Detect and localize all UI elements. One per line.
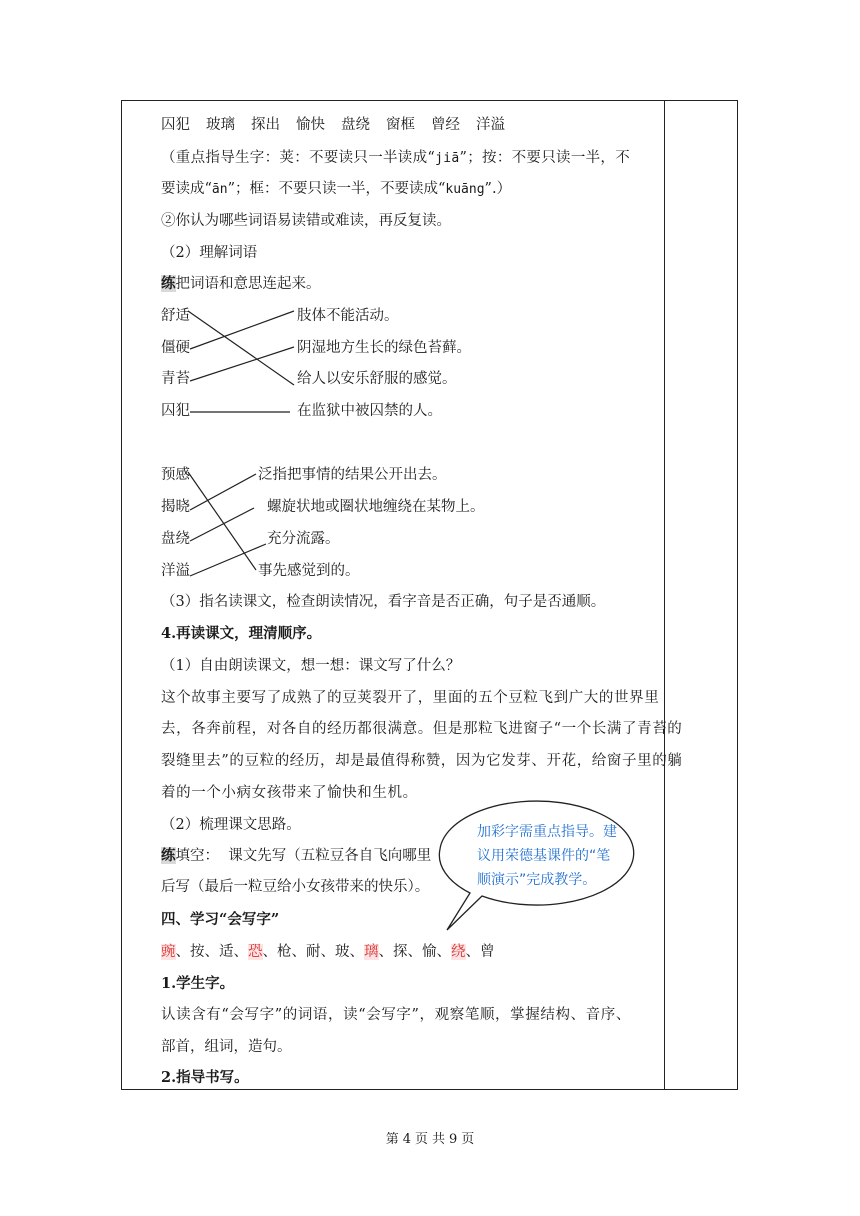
- vocab-word: 探出: [251, 117, 280, 133]
- fill-line-2: 后写（最后一粒豆给小女孩带来的快乐）。: [161, 879, 430, 895]
- char: 愉: [422, 944, 437, 960]
- char: 枪: [277, 944, 292, 960]
- highlight-char: 恐: [248, 944, 263, 960]
- story-paragraph-line: 裂缝里去”的豆粒的经历，却是最值得称赞，因为它发芽、开花，给窗子里的躺: [161, 753, 683, 769]
- match1-meaning: 在监狱中被囚禁的人。: [297, 403, 442, 419]
- vocab-word: 囚犯: [161, 117, 190, 133]
- match2-word: 洋溢: [161, 563, 190, 579]
- char-separator: 、: [204, 944, 219, 960]
- match-line: [190, 508, 254, 541]
- match1-meaning: 肢体不能活动。: [297, 308, 399, 324]
- highlight-char: 豌: [161, 944, 176, 960]
- char-separator: 、: [407, 944, 422, 960]
- char: 按: [190, 944, 205, 960]
- bubble-note: 加彩字需重点指导。建: [477, 824, 617, 840]
- char: 适: [219, 944, 234, 960]
- highlight-char: 璃: [364, 944, 379, 960]
- char-separator: 、: [175, 944, 190, 960]
- fill-badge: 练: [161, 847, 176, 864]
- heading-reread: 4.再读课文，理清顺序。: [161, 625, 322, 642]
- story-paragraph-line: 去，各奔前程，对各自的经历都很满意。但是那粒飞进窗子“一个长满了青苔的: [161, 721, 683, 737]
- exercise-badge: 练: [161, 275, 176, 292]
- match2-word: 揭晓: [161, 499, 190, 515]
- match2-meaning: 充分流露。: [267, 531, 340, 547]
- char-separator: 、: [320, 944, 335, 960]
- match2-meaning: 事先感觉到的。: [258, 563, 360, 579]
- char: 曾: [480, 944, 495, 960]
- page-footer: 第 4 页 共 9 页: [385, 1132, 475, 1147]
- match-line: [190, 311, 294, 349]
- char-list: [161, 942, 495, 962]
- question-1: （1）自由朗读课文，想一想：课文写了什么？: [161, 658, 461, 674]
- vocab-word: 盘绕: [341, 117, 370, 133]
- story-paragraph-line: 这个故事主要写了成熟了的豆荚裂开了，里面的五个豆粒飞到广大的世界里: [161, 690, 660, 706]
- pron-note-line1: （重点指导生字：荚：不要读只一半读成“jiā”；按：不要只读一半，不: [161, 150, 631, 166]
- section-understand: （2）理解词语: [161, 245, 258, 261]
- vocab-word: 愉快: [296, 117, 325, 133]
- fill-line: 练填空： 课文先写（五粒豆各自飞向哪里: [161, 847, 432, 864]
- match1-meaning: 阴湿地方生长的绿色苔藓。: [297, 340, 471, 356]
- question-2: （2）梳理课文思路。: [161, 817, 301, 833]
- learn-line: 认读含有“会写字”的词语，读“会写字”，观察笔顺，掌握结构、音序、: [161, 1007, 631, 1023]
- highlight-char: 绕: [451, 944, 466, 960]
- match1-word: 舒适: [161, 308, 190, 324]
- match-line: [190, 474, 256, 510]
- bubble-note: 议用荣德基课件的“笔: [477, 848, 611, 864]
- char: 探: [393, 944, 408, 960]
- reread-step: ②你认为哪些词语易读错或难读，再反复读。: [161, 213, 451, 229]
- vocab-word: 玻璃: [206, 117, 235, 133]
- pinyin: jiā: [435, 151, 460, 166]
- heading-write: 四、学习“会写字”: [161, 911, 280, 928]
- char-separator: 、: [349, 944, 364, 960]
- page-total: 9: [449, 1132, 458, 1147]
- char: 耐: [306, 944, 321, 960]
- match2-meaning: 螺旋状地或圈状地缠绕在某物上。: [267, 499, 485, 515]
- learn-line: 部首，组词，造句。: [161, 1039, 292, 1055]
- pinyin: ān: [211, 182, 228, 197]
- pinyin: kuāng: [445, 182, 485, 197]
- heading-learn: 1.学生字。: [161, 975, 235, 992]
- match1-word: 青苔: [161, 371, 190, 387]
- match-line: [190, 544, 266, 576]
- match1-meaning: 给人以安乐舒服的感觉。: [297, 371, 457, 387]
- char-separator: 、: [233, 944, 248, 960]
- bubble-note: 顺演示”完成教学。: [477, 872, 597, 888]
- char-separator: 、: [436, 944, 451, 960]
- char-separator: 、: [465, 944, 480, 960]
- match2-meaning: 泛指把事情的结果公开出去。: [258, 467, 447, 483]
- story-paragraph-line: 着的一个小病女孩带来了愉快和生机。: [161, 785, 418, 801]
- char-separator: 、: [291, 944, 306, 960]
- read-step: （3）指名读课文，检查朗读情况，看字音是否正确，句子是否通顺。: [161, 594, 606, 610]
- char-separator: 、: [262, 944, 277, 960]
- match-line: [188, 472, 256, 570]
- heading-guide: 2.指导书写。: [161, 1069, 249, 1086]
- match-line: [188, 311, 294, 385]
- char: 玻: [335, 944, 350, 960]
- match-line: [190, 347, 294, 381]
- char-separator: 、: [378, 944, 393, 960]
- match2-word: 预感: [161, 467, 190, 483]
- match2-word: 盘绕: [161, 531, 190, 547]
- pron-note-line2: 要读成“ān”；框：不要只读一半，不要读成“kuāng”.）: [161, 181, 512, 197]
- match1-word: 僵硬: [161, 340, 190, 356]
- page-number: 4: [402, 1132, 411, 1147]
- exercise-line: 练把词语和意思连起来。: [161, 275, 321, 292]
- vocab-word: 窗框: [386, 117, 415, 133]
- match1-word: 囚犯: [161, 403, 190, 419]
- vocab-word: 洋溢: [476, 117, 505, 133]
- vocab-word: 曾经: [431, 117, 460, 133]
